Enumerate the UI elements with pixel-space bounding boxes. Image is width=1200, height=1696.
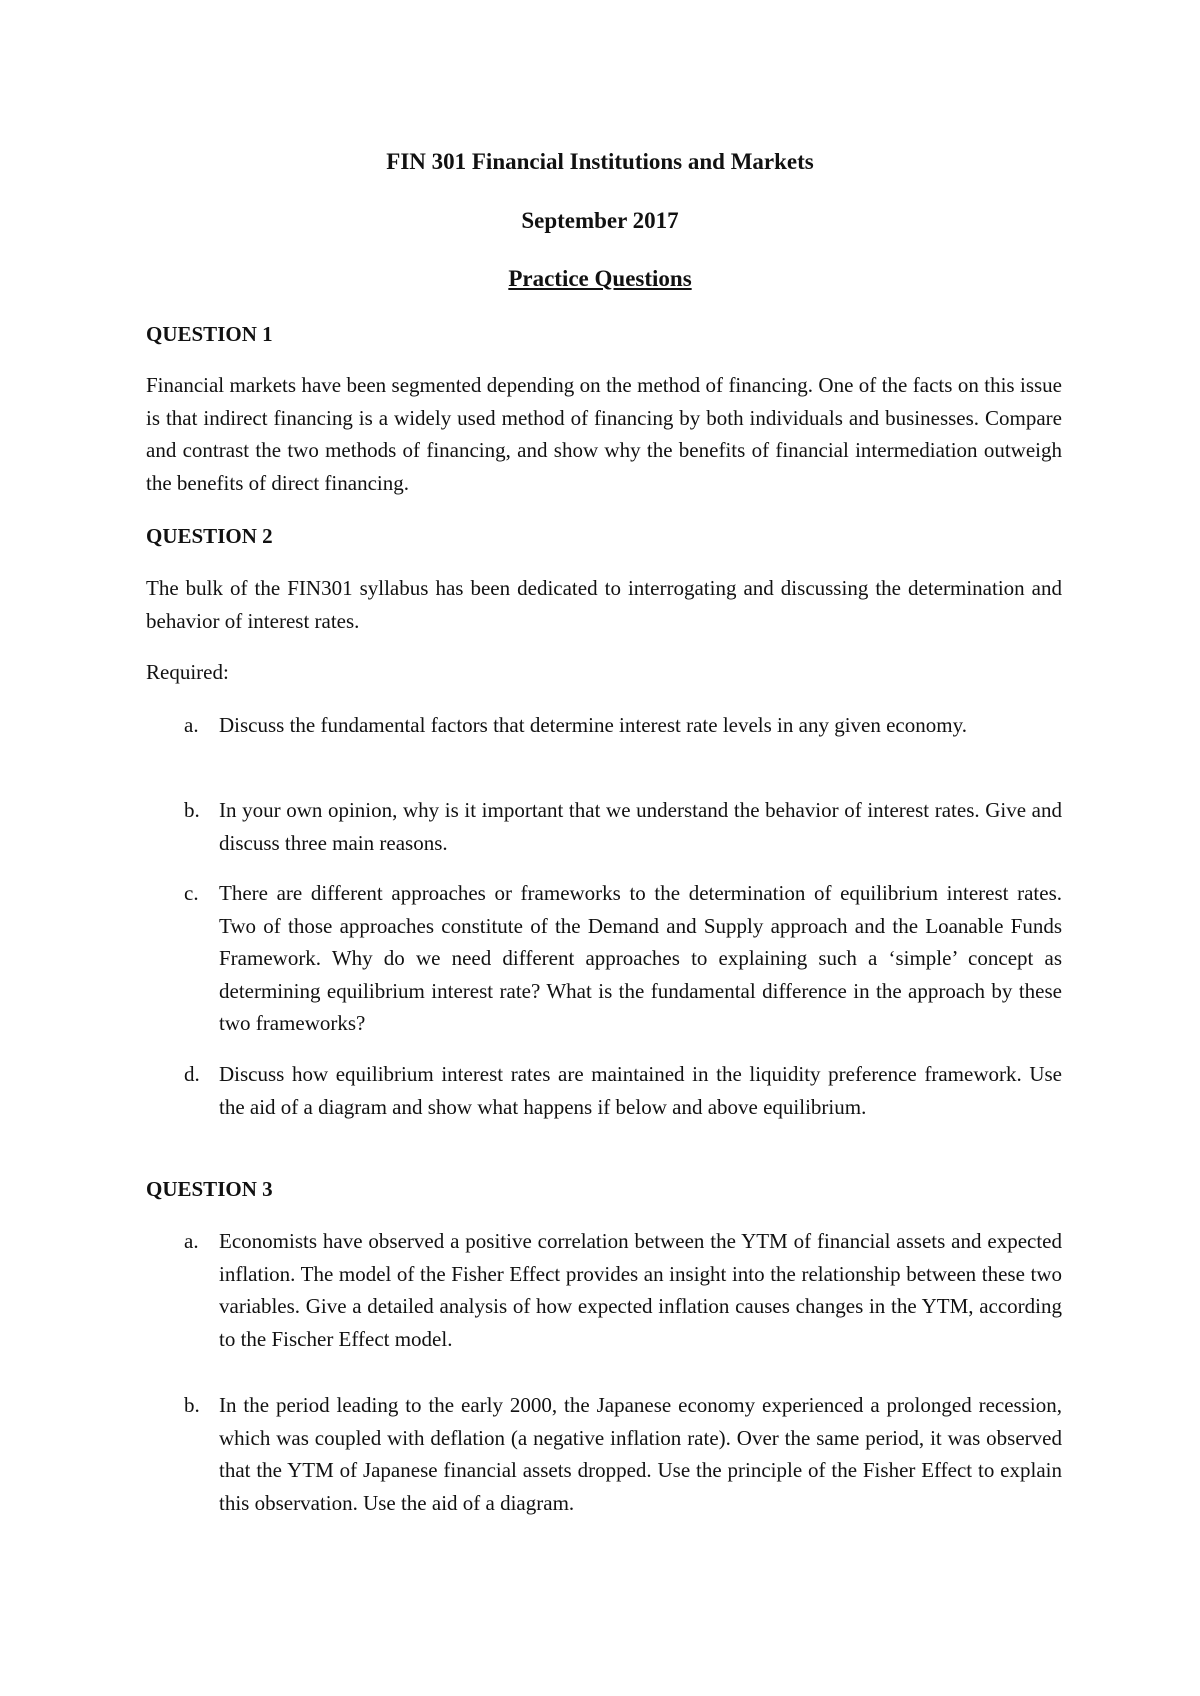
question-1-heading: QUESTION 1 (146, 322, 273, 346)
question-3-item-a (146, 1225, 1062, 1355)
question-1-text: Financial markets have been segmented depending on the method of financing. One of the facts on this issue is that indirect financing is a widely used method of financing by both individuals and businesses. Compare and contrast the two methods of financing, and show why the benefits of financial intermediation outweigh the benefits of direct financing. (146, 373, 1062, 495)
question-2-item-d (146, 1058, 1062, 1123)
item-text: There are different approaches or frameworks to the determination of equilibrium interest rates. Two of those approaches constitute of the Demand and Supply approach and the Loanable Funds Framework. Why do we need different approaches to explaining such a ‘simple’ concept as determining equilibrium interest rate? What is the fundamental difference in the approach by these two frameworks? (219, 881, 1062, 1035)
course-title: FIN 301 Financial Institutions and Markets (386, 149, 814, 174)
question-2-item-b (146, 794, 1062, 859)
question-2-item-c (146, 877, 1062, 1040)
item-text: In your own opinion, why is it important that we understand the behavior of interest rates. Give and discuss three main reasons. (219, 798, 1062, 855)
question-2-intro: The bulk of the FIN301 syllabus has been dedicated to interrogating and discussing the determination and behavior of interest rates. (146, 576, 1062, 633)
item-marker: d. (184, 1062, 200, 1086)
item-marker: b. (184, 798, 200, 822)
exam-date: September 2017 (521, 208, 679, 233)
item-text: Discuss how equilibrium interest rates are maintained in the liquidity preference framework. Use the aid of a diagram and show what happens if below and above equilibrium. (219, 1062, 1062, 1119)
question-2-heading: QUESTION 2 (146, 524, 273, 548)
question-3-heading: QUESTION 3 (146, 1177, 273, 1201)
item-marker: c. (184, 881, 199, 905)
item-text: In the period leading to the early 2000, the Japanese economy experienced a prolonged recession, which was coupled with deflation (a negative inflation rate). Over the same period, it was observed that the YTM of Japanese financial assets dropped. Use the principle of the Fisher Effect to explain this observation. Use the aid of a diagram. (219, 1393, 1062, 1515)
item-marker: a. (184, 713, 199, 737)
question-2-required: Required: (146, 660, 229, 684)
item-marker: a. (184, 1229, 199, 1253)
item-marker: b. (184, 1393, 200, 1417)
page-title: Practice Questions (508, 266, 692, 291)
question-2-item-a (146, 709, 1062, 742)
item-text: Economists have observed a positive correlation between the YTM of financial assets and expected inflation. The model of the Fisher Effect provides an insight into the relationship between these two variables. Give a detailed analysis of how expected inflation causes changes in the YTM, according to the Fischer Effect model. (219, 1229, 1062, 1351)
question-3-item-b (146, 1389, 1062, 1519)
item-text: Discuss the fundamental factors that determine interest rate levels in any given economy. (219, 713, 967, 737)
